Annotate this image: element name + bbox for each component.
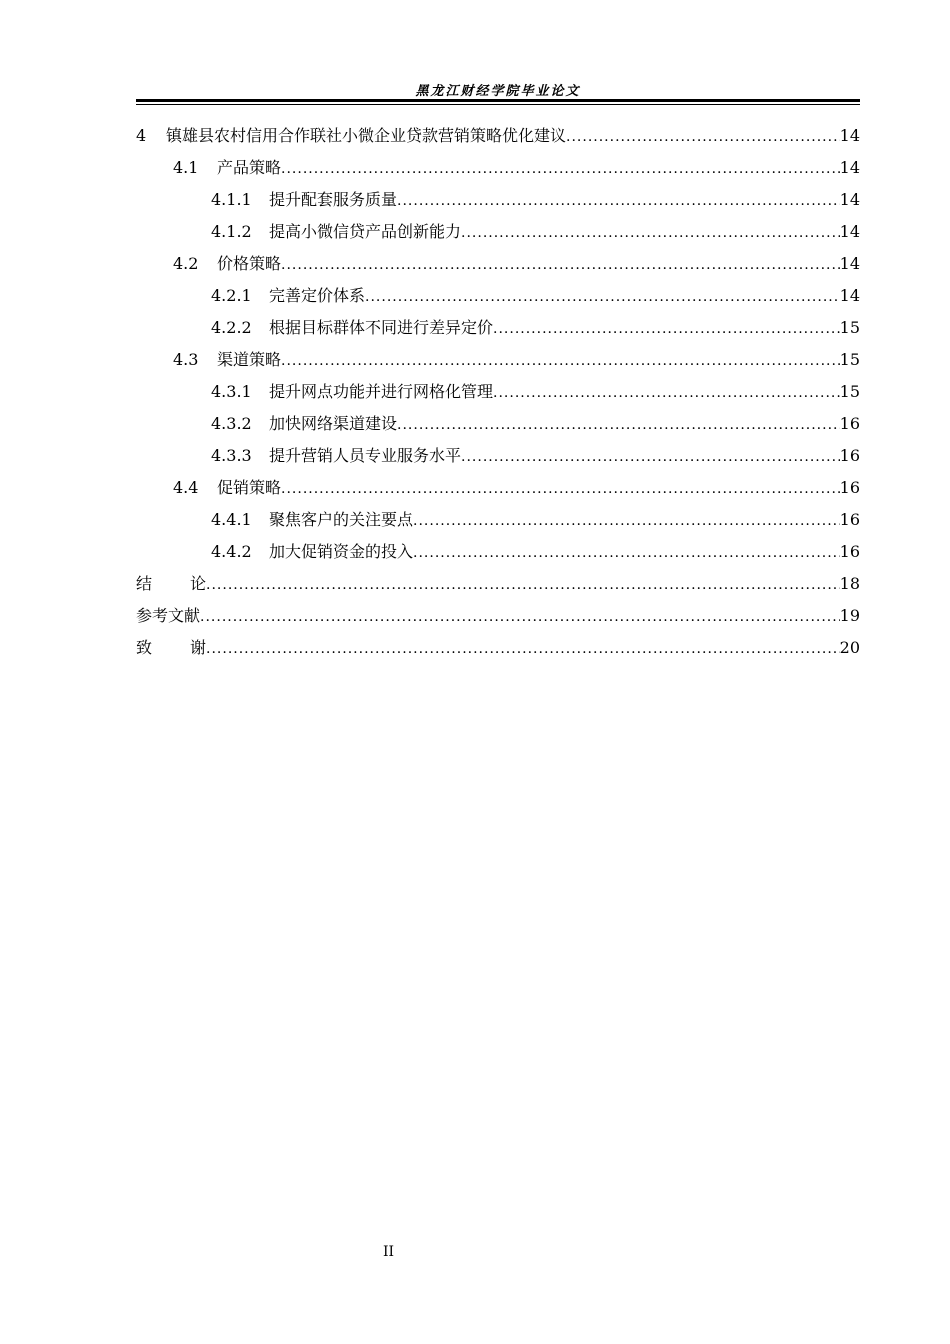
toc-entry[interactable] [136,440,860,472]
toc-dot-leader [461,441,840,473]
toc-entry-number: 4.1.2 [211,222,252,241]
toc-entry-title: 镇雄县农村信用合作联社小微企业贷款营销策略优化建议 [166,126,567,145]
toc-entry-number: 4.3.1 [211,382,252,401]
toc-entry-title: 聚焦客户的关注要点 [269,510,414,529]
table-of-contents [136,120,860,664]
toc-entry-page: 15 [839,318,860,337]
toc-entry-page: 16 [839,414,860,433]
toc-dot-leader [281,249,840,281]
header-title: 黑龙江财经学院毕业论文 [415,84,581,99]
toc-entry-number: 4 [136,126,147,145]
toc-entry[interactable] [136,344,860,376]
toc-entry-title-char-2: 论 [190,574,207,593]
toc-entry-number: 4.4 [173,478,199,497]
toc-dot-leader [281,153,840,185]
toc-entry-number: 4.3.3 [211,446,252,465]
toc-entry-page: 14 [839,126,860,145]
toc-entry-page: 16 [839,510,860,529]
toc-entry-number: 4.1.1 [211,190,252,209]
toc-entry-title-char-1: 结 [136,574,191,593]
toc-entry-title: 价格策略 [217,254,282,273]
toc-entry-page: 14 [839,190,860,209]
toc-entry-number: 4.2 [173,254,199,273]
toc-entry-number: 4.4.1 [211,510,252,529]
toc-dot-leader [566,121,840,153]
toc-dot-leader [365,281,840,313]
toc-dot-leader [397,409,840,441]
toc-entry-conclusion[interactable] [136,568,860,600]
toc-entry-page: 15 [839,382,860,401]
toc-entry-page: 16 [839,478,860,497]
toc-dot-leader [413,537,840,569]
toc-entry-title: 根据目标群体不同进行差异定价 [269,318,494,337]
toc-dot-leader [206,633,840,665]
toc-entry[interactable] [136,376,860,408]
toc-entry-page: 14 [839,286,860,305]
toc-entry-page: 19 [839,606,860,625]
toc-entry-page: 14 [839,254,860,273]
toc-entry[interactable] [136,472,860,504]
toc-entry-title: 提升营销人员专业服务水平 [269,446,462,465]
toc-dot-leader [413,505,840,537]
toc-entry-number: 4.1 [173,158,199,177]
toc-entry[interactable] [136,184,860,216]
toc-entry[interactable] [136,248,860,280]
toc-entry-title-char-2: 谢 [190,638,207,657]
toc-entry-title: 完善定价体系 [269,286,366,305]
toc-entry-number: 4.3.2 [211,414,252,433]
toc-dot-leader [281,473,840,505]
toc-entry-title: 促销策略 [217,478,282,497]
toc-entry[interactable] [136,504,860,536]
toc-entry-title: 渠道策略 [217,350,282,369]
toc-entry-page: 15 [839,350,860,369]
toc-dot-leader [397,185,840,217]
toc-entry[interactable] [136,408,860,440]
toc-entry-page: 18 [839,574,860,593]
toc-entry-number: 4.2.2 [211,318,252,337]
toc-entry[interactable] [136,280,860,312]
toc-entry-page: 16 [839,446,860,465]
toc-entry-title: 加大促销资金的投入 [269,542,414,561]
toc-entry[interactable] [136,216,860,248]
toc-entry[interactable] [136,536,860,568]
toc-dot-leader [281,345,840,377]
toc-entry-number: 4.4.2 [211,542,252,561]
toc-entry-page: 16 [839,542,860,561]
toc-entry[interactable] [136,120,860,152]
toc-entry-title: 加快网络渠道建设 [269,414,398,433]
toc-dot-leader [493,377,840,409]
toc-dot-leader [200,601,840,633]
toc-dot-leader [206,569,840,601]
toc-entry-title: 提升网点功能并进行网格化管理 [269,382,494,401]
toc-entry-title-char-1: 致 [136,638,191,657]
toc-entry-title: 提升配套服务质量 [269,190,398,209]
toc-entry[interactable] [136,152,860,184]
toc-entry-number: 4.3 [173,350,199,369]
toc-dot-leader [461,217,840,249]
toc-entry-title: 提高小微信贷产品创新能力 [269,222,462,241]
toc-entry-title: 参考文献 [136,606,201,625]
toc-entry-page: 14 [839,158,860,177]
toc-entry[interactable] [136,312,860,344]
page-number: II [382,1244,395,1260]
toc-entry-references[interactable] [136,600,860,632]
toc-entry-number: 4.2.1 [211,286,252,305]
toc-entry-page: 14 [839,222,860,241]
toc-entry-title: 产品策略 [217,158,282,177]
toc-dot-leader [493,313,840,345]
header-rule-thin [136,104,860,105]
toc-entry-page: 20 [839,638,860,657]
header-rule-thick [136,99,860,102]
toc-entry-acknowledgements[interactable] [136,632,860,664]
